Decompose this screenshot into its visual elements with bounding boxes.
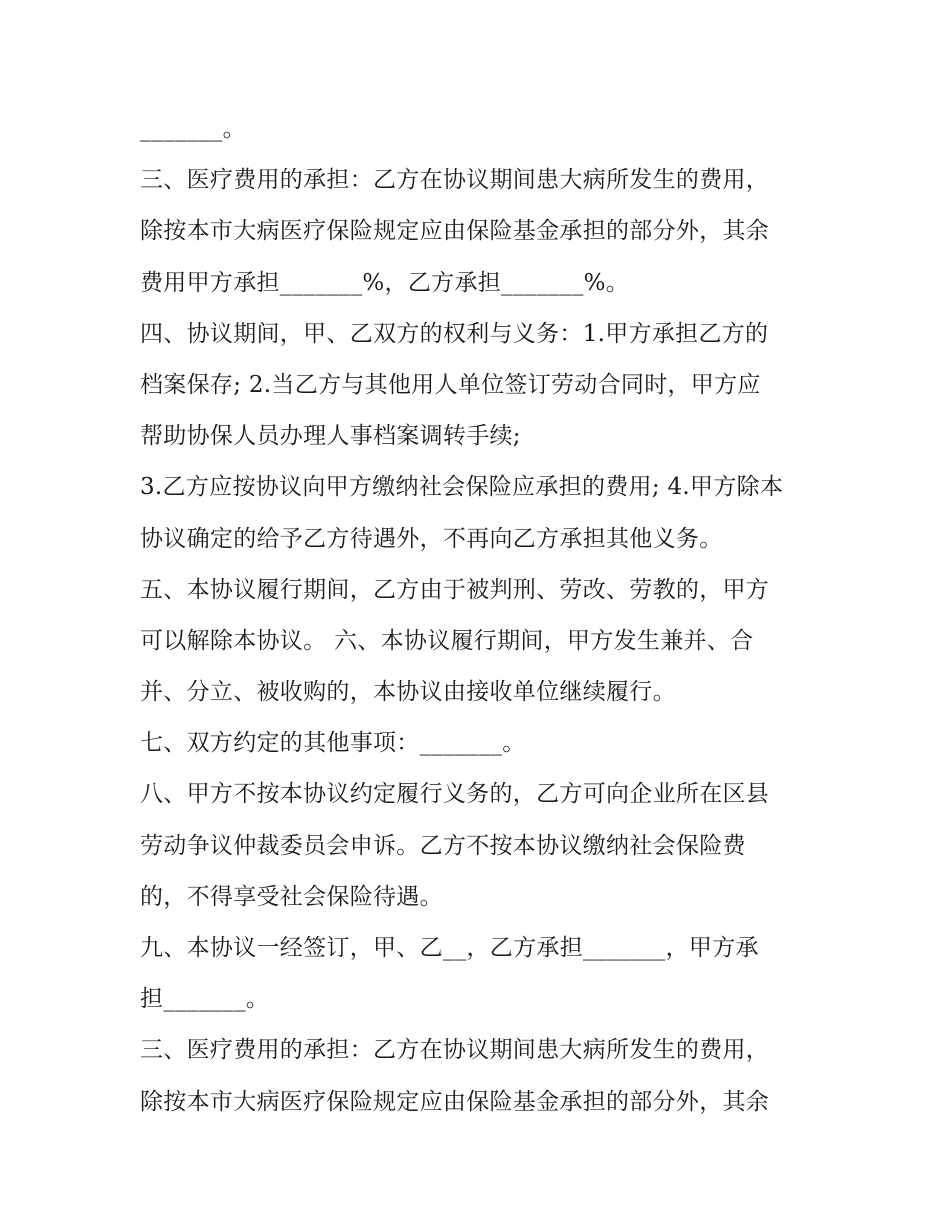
text-line: 可以解除本协议。 六、本协议履行期间，甲方发生兼并、合 [140,627,754,654]
text-line: 并、分立、被收购的，本协议由接收单位继续履行。 [140,679,676,706]
text-line: 七、双方约定的其他事项：_______。 [140,730,526,757]
text-line: 的，不得享受社会保险待遇。 [140,883,443,910]
text-line: 担_______。 [140,986,270,1013]
document-body [140,104,820,1128]
text-line: 档案保存; 2.当乙方与其他用人单位签订劳动合同时，甲方应 [140,371,761,398]
text-line: 除按本市大病医疗保险规定应由保险基金承担的部分外，其余 [140,218,770,245]
text-line: 协议确定的给予乙方待遇外，不再向乙方承担其他义务。 [140,525,723,552]
text-line: 五、本协议履行期间，乙方由于被判刑、劳改、劳教的，甲方 [140,576,770,603]
text-line: 三、医疗费用的承担：乙方在协议期间患大病所发生的费用， [140,167,770,194]
text-line: 八、甲方不按本协议约定履行义务的，乙方可向企业所在区县 [140,781,770,808]
text-line: 除按本市大病医疗保险规定应由保险基金承担的部分外，其余 [140,1088,770,1115]
text-line: 劳动争议仲裁委员会申诉。乙方不按本协议缴纳社会保险费 [140,832,746,859]
text-line: 3.乙方应按协议向甲方缴纳社会保险应承担的费用; 4.甲方除本 [140,474,784,501]
text-line: _______。 [140,116,246,142]
text-line: 四、协议期间，甲、乙双方的权利与义务：1.甲方承担乙方的 [140,320,769,347]
text-line: 帮助协保人员办理人事档案调转手续; [140,423,521,450]
text-line: 三、医疗费用的承担：乙方在协议期间患大病所发生的费用， [140,1037,770,1064]
text-line: 九、本协议一经签订，甲、乙__，乙方承担_______，甲方承 [140,935,759,961]
text-line: 费用甲方承担_______%，乙方承担_______%。 [140,269,630,296]
